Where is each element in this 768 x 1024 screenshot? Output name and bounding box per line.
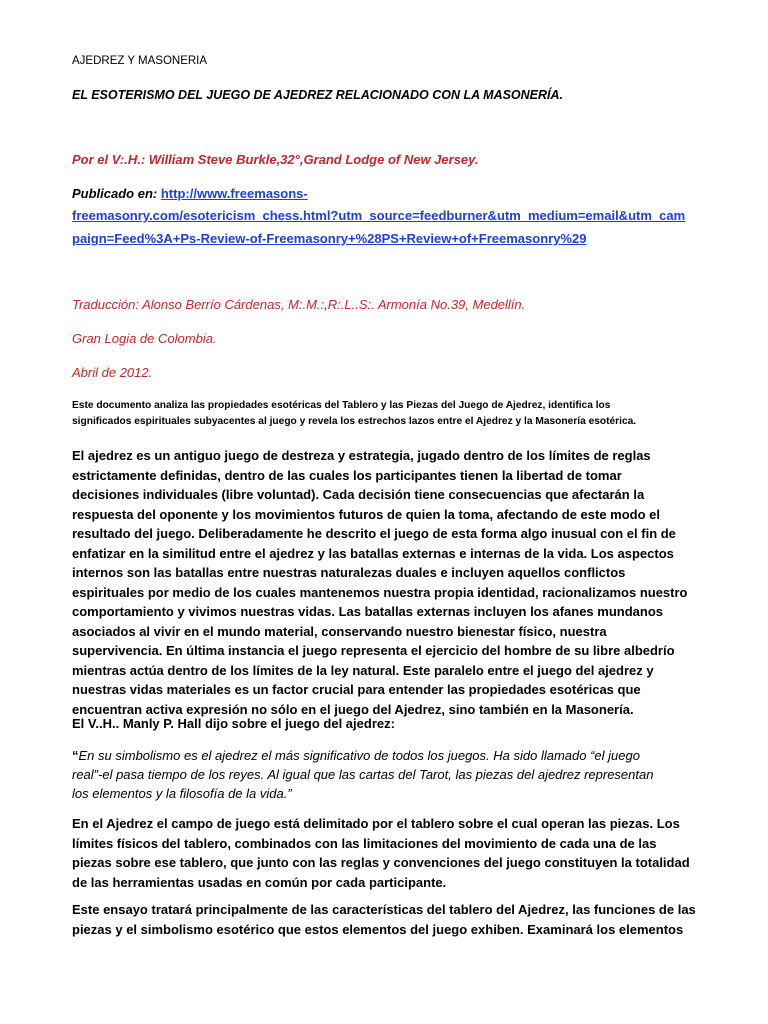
paragraph-line: enfatizar en la similitud entre el ajedrez y las batallas externas e internas de la vida. Los aspectos [72,545,674,561]
abstract-line: Este documento analiza las propiedades esotéricas del Tablero y las Piezas del Juego de Ajedrez, identifica los [72,400,611,411]
paragraph-1 [72,446,712,719]
author-line: Por el V:.H.: William Steve Burkle,32°,Grand Lodge of New Jersey. [72,152,479,167]
paragraph-line: espirituales por medio de los cuales mantenemos nuestra propia identidad, racionalizamos nuestro [72,584,688,600]
published-url-part-3[interactable]: paign=Feed%3A+Ps-Review-of-Freemasonry+%28PS+Review+of+Freemasonry%29 [72,231,587,246]
paragraph-4 [72,900,712,939]
quote-open-mark: “ [72,748,79,763]
paragraph-line: nuestras vidas materiales es un factor crucial para entender las propiedades esotéricas que [72,682,641,697]
quote-line-text: En su simbolismo es el ajedrez el más significativo de todos los juegos. Ha sido llamado “el juego [78,748,640,763]
paragraph-line: Este ensayo tratará principalmente de las características del tablero del Ajedrez, las funciones de las [72,902,696,917]
paragraph-line: resultado del juego. Deliberadamente he descrito el juego de esta forma algo inusual con el fin de [72,526,676,541]
published-url-line-3[interactable] [72,231,586,246]
quote-line [72,746,712,765]
paragraph-line: respuesta del oponente y los movimientos futuros de quien la toma, afectando de este modo el [72,506,661,522]
paragraph-line: piezas sobre ese tablero, que junto con las reglas y convenciones del juego constituyen la totalidad [72,855,690,870]
abstract-line: significados espirituales subyacentes al juego y revela los estrechos lazos entre el Ajedrez y la Masonería esotérica. [72,416,637,427]
paragraph-3 [72,814,712,892]
grand-lodge-line: Gran Logia de Colombia. [72,331,217,346]
paragraph-line: comportamiento y vivimos nuestras vidas. Las batallas externas incluyen los afanes mundanos [72,604,663,619]
paragraph-line: asociados al vivir en el mundo material, conservando nuestro bienestar físico, nuestra [72,623,607,639]
translation-line: Traducción: Alonso Berrío Cárdenas, M:.M.:,R:.L..S:. Armonía No.39, Medellín. [72,297,526,312]
paragraph-line: de las herramientas usadas en común por cada participante. [72,874,447,890]
quote-line: los elementos y la filosofía de la vida.” [72,786,292,801]
document-heading: AJEDREZ Y MASONERIA [72,55,208,67]
published-label: Publicado en: [72,186,158,201]
paragraph-line: mientras actúa dentro de los límites de la ley natural. Este paralelo entre el juego del ajedrez y [72,662,654,678]
paragraph-line: límites físicos del tablero, combinados con las limitaciones del movimiento de cada una de las [72,835,657,851]
paragraph-line: decisiones individuales (libre voluntad). Cada decisión tiene consecuencias que afectarán la [72,487,645,502]
paragraph-2: El V..H.. Manly P. Hall dijo sobre el juego del ajedrez: [72,716,395,731]
paragraph-line: internos son las batallas entre nuestras naturalezas duales e incluyen aquellos conflictos [72,565,626,580]
date-line: Abril de 2012. [72,365,153,380]
document-subtitle: EL ESOTERISMO DEL JUEGO DE AJEDREZ RELACIONADO CON LA MASONERÍA. [72,88,564,102]
published-line [72,186,308,201]
quote-line: real”-el pasa tiempo de los reyes. Al igual que las cartas del Tarot, las piezas del ajedrez representan [72,767,654,782]
published-url-part-1[interactable]: http://www.freemasons- [160,186,308,201]
published-url-line-2[interactable] [72,208,685,223]
paragraph-line: estrictamente definidas, dentro de las cuales los participantes tienen la libertad de tomar [72,467,622,483]
quote-block [72,746,712,803]
paragraph-line: El ajedrez es un antiguo juego de destreza y estrategia, jugado dentro de los límites de reglas [72,448,651,463]
paragraph-line: encuentran activa expresión no sólo en el juego del Ajedrez, sino también en la Masonería. [72,701,634,717]
paragraph-line: supervivencia. En última instancia el juego representa el ejercicio del hombre de su libre albedrío [72,643,675,658]
paragraph-line: En el Ajedrez el campo de juego está delimitado por el tablero sobre el cual operan las piezas. Los [72,816,680,831]
published-url-part-2[interactable]: freemasonry.com/esotericism_chess.html?utm_source=feedburner&utm_medium=email&utm_cam [72,208,686,223]
abstract [72,398,712,430]
paragraph-line: piezas y el simbolismo esotérico que estos elementos del juego exhiben. Examinará los elementos [72,921,684,937]
